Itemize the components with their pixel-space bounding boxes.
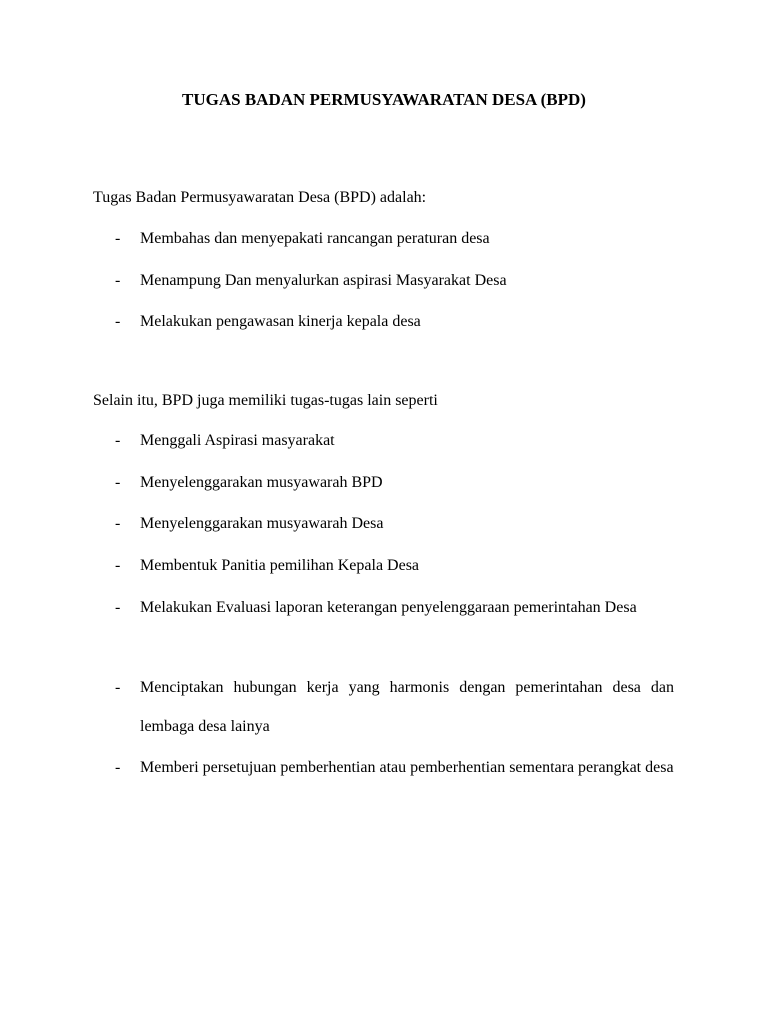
list-item-text: Memberi persetujuan pemberhentian atau pemberhentian sementara perangkat desa [140,758,674,776]
list-item [0,504,768,546]
list-item [0,588,768,668]
dash-bullet: - [115,758,121,776]
list-item-text: Membentuk Panitia pemilihan Kepala Desa [140,557,420,575]
section-2-list [0,421,768,787]
list-item-text: Melakukan pengawasan kinerja kepala desa [140,313,421,330]
list-item-text: Menampung Dan menyalurkan aspirasi Masyarakat Desa [140,271,507,289]
list-item [0,421,768,463]
dash-bullet: - [115,230,121,247]
section-1-intro: Tugas Badan Permusyawaratan Desa (BPD) adalah: [93,189,427,206]
section-2-intro: Selain itu, BPD juga memiliki tugas-tugas lain seperti [93,392,438,409]
list-item-text: Melakukan Evaluasi laporan keterangan penyelenggaraan pemerintahan Desa [140,598,637,616]
list-item [0,302,768,344]
list-item-text: Menciptakan hubungan kerja yang harmonis dengan pemerintahan desa dan lembaga desa lainya [140,678,674,736]
dash-bullet: - [115,678,121,696]
list-item-text: Membahas dan menyepakati rancangan peraturan desa [140,230,490,247]
dash-bullet: - [115,598,121,616]
list-item [0,748,768,788]
list-item [0,546,768,588]
dash-bullet: - [115,313,121,330]
list-item-text: Menyelenggarakan musyawarah Desa [140,515,384,533]
list-item [0,463,768,505]
list-item [0,668,768,748]
list-item-text: Menggali Aspirasi masyarakat [140,432,335,449]
dash-bullet: - [115,557,121,575]
dash-bullet: - [115,473,121,491]
dash-bullet: - [115,271,121,289]
list-item [0,261,768,303]
dash-bullet: - [115,515,121,533]
section-1-list [0,219,768,344]
page-title: TUGAS BADAN PERMUSYAWARATAN DESA (BPD) [182,90,586,109]
list-item-text: Menyelenggarakan musyawarah BPD [140,473,383,491]
list-item [0,219,768,261]
dash-bullet: - [115,432,121,449]
